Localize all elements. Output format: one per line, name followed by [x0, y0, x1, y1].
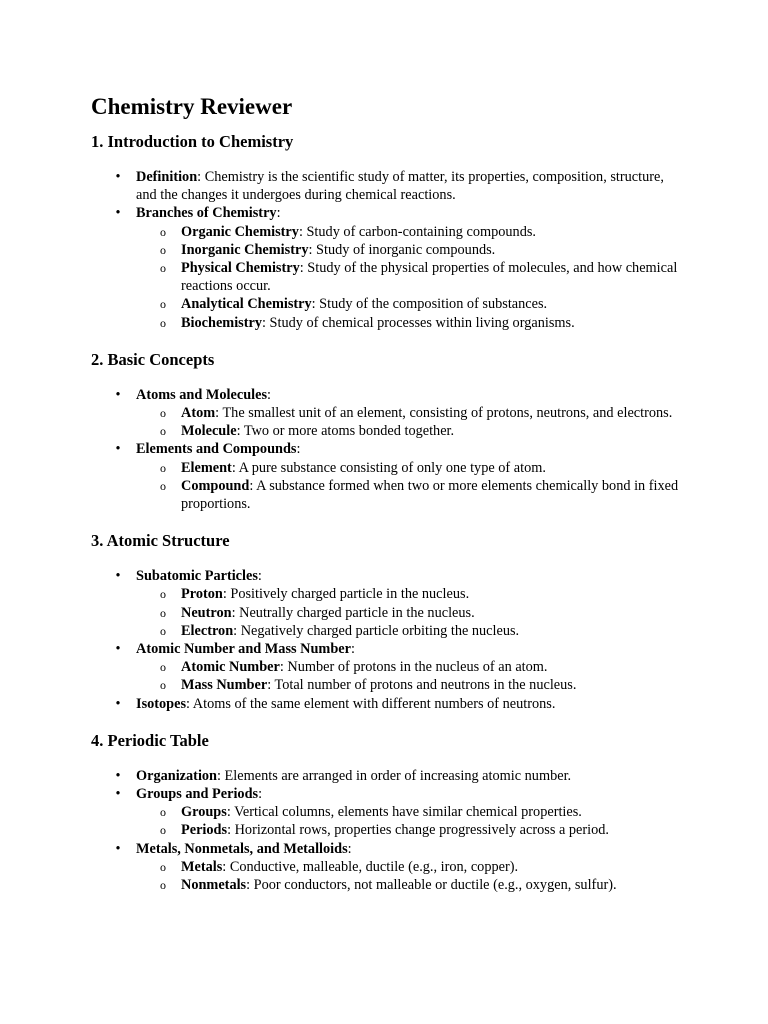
bullet-text: :: [296, 441, 301, 458]
sub-text: : Total number of protons and neutrons in the nucleus.: [267, 677, 577, 694]
bullet-icon: •: [115, 695, 121, 712]
circle-bullet-icon: o: [160, 478, 166, 493]
bullet-text: :: [347, 840, 352, 857]
sub-term: Proton: [181, 586, 223, 603]
bullet-term: Organization: [136, 767, 218, 784]
circle-bullet-icon: o: [160, 242, 166, 257]
sub-text: : Positively charged particle in the nucleus.: [222, 586, 470, 603]
bullet-text: : Chemistry is the scientific study of matter, its properties, composition, structure, and the changes it undergoes during chemical reactions.: [136, 169, 664, 204]
sub-item: [136, 658, 688, 676]
bullet-item: [91, 440, 688, 513]
circle-bullet-icon: o: [160, 315, 166, 330]
sub-term: Atom: [181, 405, 216, 422]
sub-item: [136, 295, 688, 313]
bullet-icon: •: [115, 568, 121, 585]
section-4: [91, 731, 688, 894]
bullet-icon: •: [115, 169, 121, 185]
bullet-term: Atoms and Molecules: [136, 386, 268, 403]
sub-item: [136, 259, 688, 295]
sub-text: : Neutrally charged particle in the nucleus.: [231, 604, 475, 621]
circle-bullet-icon: o: [160, 805, 166, 820]
section-3: [91, 531, 688, 713]
bullet-term: Isotopes: [136, 695, 187, 712]
section-heading: 3. Atomic Structure: [91, 531, 230, 551]
sub-term: Metals: [181, 858, 223, 875]
sub-text: : Negatively charged particle orbiting the nucleus.: [233, 622, 520, 639]
bullet-text: : Elements are arranged in order of increasing atomic number.: [217, 767, 572, 784]
bullet-term: Branches of Chemistry: [136, 205, 277, 222]
bullet-text: :: [258, 786, 263, 803]
sub-term: Periods: [181, 822, 228, 839]
sub-term: Mass Number: [181, 677, 268, 694]
section-heading: 2. Basic Concepts: [91, 349, 215, 369]
sub-item: [136, 604, 688, 622]
bullet-item: [91, 695, 688, 713]
sub-text: : Vertical columns, elements have similar chemical properties.: [226, 804, 582, 821]
sub-item: [136, 622, 688, 640]
bullet-text: : Atoms of the same element with different numbers of neutrons.: [186, 695, 556, 712]
bullet-term: Elements and Compounds: [136, 441, 297, 458]
sub-item: [136, 821, 688, 839]
circle-bullet-icon: o: [160, 678, 166, 693]
circle-bullet-icon: o: [160, 823, 166, 838]
sub-term: Element: [181, 459, 232, 476]
section-1: [91, 132, 688, 332]
circle-bullet-icon: o: [160, 297, 166, 312]
sub-term: Biochemistry: [181, 314, 262, 331]
bullet-term: Definition: [136, 169, 198, 185]
sub-text: : Horizontal rows, properties change progressively across a period.: [227, 822, 609, 839]
sub-item: [136, 223, 688, 241]
bullet-item: [91, 767, 688, 785]
sub-term: Nonmetals: [181, 877, 247, 894]
sub-text: : Study of carbon-containing compounds.: [298, 223, 536, 240]
bullet-item: [91, 386, 688, 441]
bullet-icon: •: [115, 641, 121, 658]
sub-text: : Study of inorganic compounds.: [308, 241, 496, 258]
circle-bullet-icon: o: [160, 878, 166, 893]
sub-item: [136, 314, 688, 332]
circle-bullet-icon: o: [160, 424, 166, 439]
sub-item: [136, 404, 688, 422]
circle-bullet-icon: o: [160, 623, 166, 638]
sub-list: [136, 658, 688, 694]
circle-bullet-icon: o: [160, 261, 166, 276]
document-title: Chemistry Reviewer: [91, 94, 293, 119]
sub-text: : Conductive, malleable, ductile (e.g., iron, copper).: [222, 858, 519, 875]
sub-text: : The smallest unit of an element, consisting of protons, neutrons, and electrons.: [215, 405, 673, 422]
bullet-term: Metals, Nonmetals, and Metalloids: [136, 840, 348, 857]
sub-term: Compound: [181, 477, 250, 494]
sub-term: Inorganic Chemistry: [181, 241, 309, 258]
circle-bullet-icon: o: [160, 406, 166, 421]
sub-list: [136, 223, 688, 332]
sub-item: [136, 803, 688, 821]
sub-list: [136, 803, 688, 839]
sub-term: Atomic Number: [181, 659, 280, 676]
circle-bullet-icon: o: [160, 587, 166, 602]
sub-text: : Number of protons in the nucleus of an atom.: [279, 659, 548, 676]
section-heading: 4. Periodic Table: [91, 730, 209, 750]
sub-item: [136, 241, 688, 259]
bullet-item: [91, 840, 688, 895]
sub-item: [136, 585, 688, 603]
document-body: [91, 132, 688, 894]
sub-term: Molecule: [181, 423, 237, 440]
bullet-text: :: [267, 386, 272, 403]
bullet-icon: •: [115, 386, 121, 403]
bullet-list: [91, 567, 688, 713]
bullet-text: :: [257, 568, 262, 585]
circle-bullet-icon: o: [160, 605, 166, 620]
sub-text: : Poor conductors, not malleable or ductile (e.g., oxygen, sulfur).: [246, 877, 617, 894]
bullet-list: [91, 168, 688, 332]
sub-term: Electron: [181, 622, 234, 639]
section-heading: 1. Introduction to Chemistry: [91, 132, 294, 151]
bullet-text: :: [350, 641, 355, 658]
circle-bullet-icon: o: [160, 859, 166, 874]
bullet-item: [91, 204, 688, 331]
sub-list: [136, 459, 688, 514]
bullet-term: Atomic Number and Mass Number: [136, 641, 351, 658]
sub-list: [136, 858, 688, 894]
bullet-icon: •: [115, 767, 121, 784]
sub-text: : Study of chemical processes within living organisms.: [262, 314, 575, 331]
sub-list: [136, 404, 688, 440]
sub-item: [136, 676, 688, 694]
bullet-icon: •: [115, 205, 121, 222]
sub-item: [136, 459, 688, 477]
bullet-item: [91, 567, 688, 640]
sub-item: [136, 477, 688, 513]
sub-term: Physical Chemistry: [181, 260, 300, 277]
bullet-term: Groups and Periods: [136, 786, 259, 803]
sub-term: Organic Chemistry: [181, 223, 299, 240]
sub-item: [136, 858, 688, 876]
bullet-term: Subatomic Particles: [136, 568, 258, 585]
sub-text: : A substance formed when two or more elements chemically bond in fixed proportions.: [181, 477, 679, 513]
circle-bullet-icon: o: [160, 460, 166, 475]
circle-bullet-icon: o: [160, 224, 166, 239]
bullet-text: :: [276, 205, 281, 222]
sub-term: Analytical Chemistry: [181, 296, 312, 313]
bullet-item: [91, 168, 688, 204]
section-2: [91, 350, 688, 513]
circle-bullet-icon: o: [160, 660, 166, 675]
sub-item: [136, 422, 688, 440]
bullet-item: [91, 640, 688, 695]
sub-list: [136, 585, 688, 640]
sub-text: : A pure substance consisting of only one type of atom.: [231, 459, 546, 476]
sub-text: : Two or more atoms bonded together.: [236, 423, 455, 440]
sub-item: [136, 876, 688, 894]
bullet-icon: •: [115, 840, 121, 857]
sub-text: : Study of the physical properties of molecules, and how chemical reactions occur.: [181, 260, 678, 295]
bullet-icon: •: [115, 441, 121, 458]
bullet-item: [91, 785, 688, 840]
bullet-list: [91, 386, 688, 513]
bullet-list: [91, 767, 688, 894]
bullet-icon: •: [115, 786, 121, 803]
sub-term: Groups: [181, 804, 227, 821]
sub-text: : Study of the composition of substances.: [311, 296, 548, 313]
sub-term: Neutron: [181, 604, 232, 621]
